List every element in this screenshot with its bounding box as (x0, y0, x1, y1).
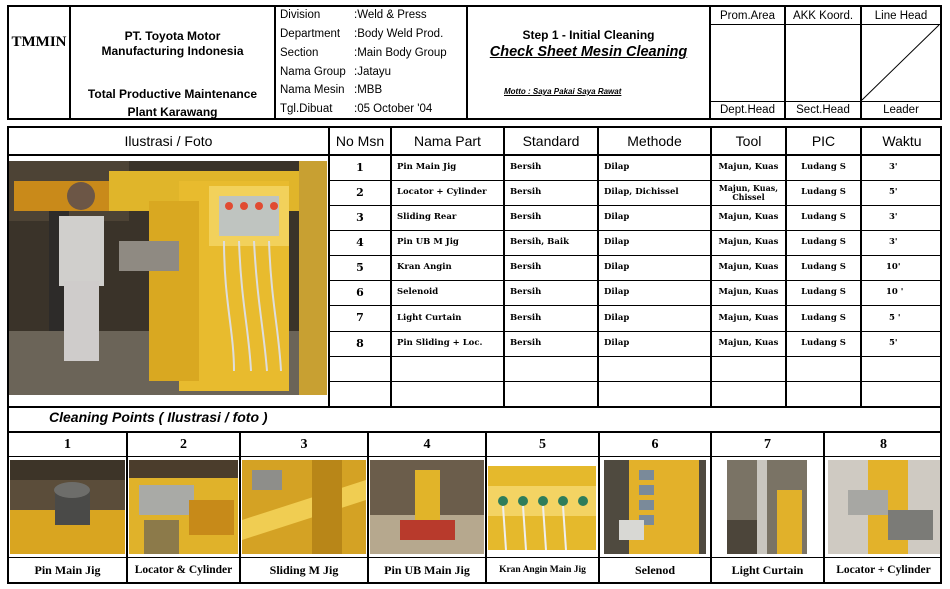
cell-tool: Majun, Kuas (718, 338, 779, 349)
info-value: :MBB (354, 84, 383, 96)
company-name (71, 29, 274, 59)
info-value: :Jatayu (354, 66, 392, 78)
program-line1: Total Productive Maintenance (87, 87, 258, 101)
point-photo-locator-cylinder (129, 460, 238, 554)
col-header-nama-part: Nama Part (414, 133, 481, 149)
point-number: 5 (539, 436, 546, 452)
cell-part: Light Curtain (397, 312, 462, 323)
motto: Motto : Saya Pakai Saya Rawat (504, 87, 622, 96)
cell-time: 5' (889, 338, 898, 349)
program-line2: Plant Karawang (127, 105, 218, 119)
company-name-line1: PT. Toyota Motor (124, 29, 221, 43)
cell-tool: Majun, Kuas (718, 237, 779, 248)
col-header-pic: PIC (811, 133, 836, 149)
cell-standard: Bersih (510, 312, 542, 323)
col-header-tool: Tool (735, 133, 762, 149)
point-caption: Pin Main Jig (34, 562, 101, 577)
point-caption: Kran Angin Main Jig (499, 565, 586, 575)
cell-time: 10' (886, 262, 901, 273)
point-photo-pin-ub-main-jig (370, 460, 484, 554)
cell-pic: Ludang S (801, 187, 846, 198)
point-caption: Locator & Cylinder (134, 564, 233, 576)
cell-no: 3 (356, 210, 364, 224)
point-caption: Selenod (634, 562, 675, 577)
cell-standard: Bersih (510, 338, 542, 349)
point-photo-sliding-m-jig (242, 460, 366, 554)
point-caption: Light Curtain (731, 562, 804, 577)
cell-standard: Bersih (510, 262, 542, 273)
cell-tool: Majun, Kuas (718, 262, 779, 273)
info-value: :Main Body Group (354, 47, 447, 59)
cell-method: Dilap (604, 338, 630, 349)
col-header-methode: Methode (627, 133, 682, 149)
cell-pic: Ludang S (801, 262, 846, 273)
info-label: Department (280, 28, 341, 40)
info-value: :Body Weld Prod. (354, 28, 444, 40)
cell-part: Pin Main Jig (397, 162, 457, 173)
point-caption: Pin UB Main Jig (384, 562, 470, 577)
program-name (71, 85, 274, 121)
cell-method: Dilap (604, 237, 630, 248)
point-photo-light-curtain (727, 460, 807, 554)
cell-pic: Ludang S (801, 212, 846, 223)
cell-part: Pin UB M Jig (397, 237, 459, 248)
approval-prom-area: Prom.Area (720, 9, 775, 22)
point-number: 8 (880, 436, 887, 452)
cell-pic: Ludang S (801, 237, 846, 248)
info-value: :Weld & Press (354, 9, 427, 21)
cell-pic: Ludang S (801, 287, 846, 298)
cell-method: Dilap (604, 312, 630, 323)
cell-tool: Majun, Kuas, Chissel (718, 183, 779, 202)
cell-standard: Bersih (510, 187, 542, 198)
cell-part: Pin Sliding + Loc. (397, 338, 483, 349)
point-number: 6 (651, 436, 659, 452)
point-number: 2 (180, 436, 187, 452)
point-photo-kran-angin (488, 466, 596, 550)
step-title: Step 1 - Initial Cleaning (522, 28, 655, 42)
cell-pic: Ludang S (801, 312, 846, 323)
cell-part: Locator + Cylinder (397, 187, 487, 198)
approval-dept-head: Dept.Head (720, 104, 775, 116)
point-photo-selenod (604, 460, 706, 554)
info-label: Tgl.Dibuat (280, 103, 333, 115)
cell-no: 5 (356, 260, 364, 274)
cell-pic: Ludang S (801, 162, 846, 173)
cell-method: Dilap (604, 262, 630, 273)
col-header-standard: Standard (522, 133, 580, 149)
cell-standard: Bersih (510, 162, 542, 173)
cell-pic: Ludang S (801, 338, 846, 349)
info-label: Section (280, 47, 319, 59)
cell-method: Dilap (604, 162, 630, 173)
illustration-header: Ilustrasi / Foto (124, 133, 213, 149)
point-caption: Locator + Cylinder (836, 564, 931, 576)
info-label: Division (280, 9, 321, 21)
point-photo-pin-main-jig (10, 460, 125, 554)
cell-time: 3' (889, 212, 898, 223)
cell-no: 8 (356, 336, 364, 350)
cell-time: 3' (889, 162, 898, 173)
company-code: TMMIN (11, 33, 67, 50)
company-name-line2: Manufacturing Indonesia (101, 44, 244, 58)
info-value: :05 October '04 (354, 103, 433, 115)
point-photo-locator-cylinder-2 (828, 460, 940, 554)
col-header-waktu: Waktu (882, 133, 922, 149)
cell-time: 3' (889, 237, 898, 248)
point-number: 4 (423, 436, 431, 452)
machine-overview-photo (9, 161, 327, 395)
cell-time: 5' (889, 187, 898, 198)
cell-tool: Majun, Kuas (718, 212, 779, 223)
cell-time: 5 ' (889, 312, 901, 323)
cell-no: 4 (356, 235, 364, 249)
cell-standard: Bersih, Baik (510, 237, 569, 248)
point-number: 7 (764, 436, 771, 452)
approval-akk-koord: AKK Koord. (792, 9, 854, 22)
cell-part: Sliding Rear (397, 212, 457, 223)
point-number: 1 (64, 436, 71, 452)
cell-part: Kran Angin (397, 262, 452, 273)
cell-time: 10 ' (886, 287, 904, 298)
cell-method: Dilap, Dichissel (604, 187, 679, 198)
cell-no: 2 (356, 185, 364, 199)
approval-leader: Leader (883, 104, 919, 116)
col-header-no-msn: No Msn (335, 133, 385, 149)
cell-part: Selenoid (397, 287, 439, 298)
approval-sect-head: Sect.Head (796, 104, 850, 116)
cell-standard: Bersih (510, 287, 542, 298)
cell-method: Dilap (604, 212, 630, 223)
cell-no: 1 (356, 160, 364, 174)
cleaning-points-title: Cleaning Points ( Ilustrasi / foto ) (49, 409, 268, 425)
cell-tool: Majun, Kuas (718, 312, 779, 323)
point-number: 3 (300, 436, 308, 452)
point-caption: Sliding M Jig (269, 562, 339, 577)
cell-no: 7 (356, 311, 364, 325)
info-label: Nama Mesin (280, 84, 345, 96)
sheet-title: Check Sheet Mesin Cleaning (489, 44, 688, 60)
cell-tool: Majun, Kuas (718, 162, 779, 173)
cell-tool: Majun, Kuas (718, 287, 779, 298)
cell-standard: Bersih (510, 212, 542, 223)
cell-method: Dilap (604, 287, 630, 298)
cell-no: 6 (356, 285, 364, 299)
diagonal-line (861, 24, 941, 101)
approval-line-head: Line Head (874, 9, 928, 22)
info-label: Nama Group (280, 66, 346, 78)
